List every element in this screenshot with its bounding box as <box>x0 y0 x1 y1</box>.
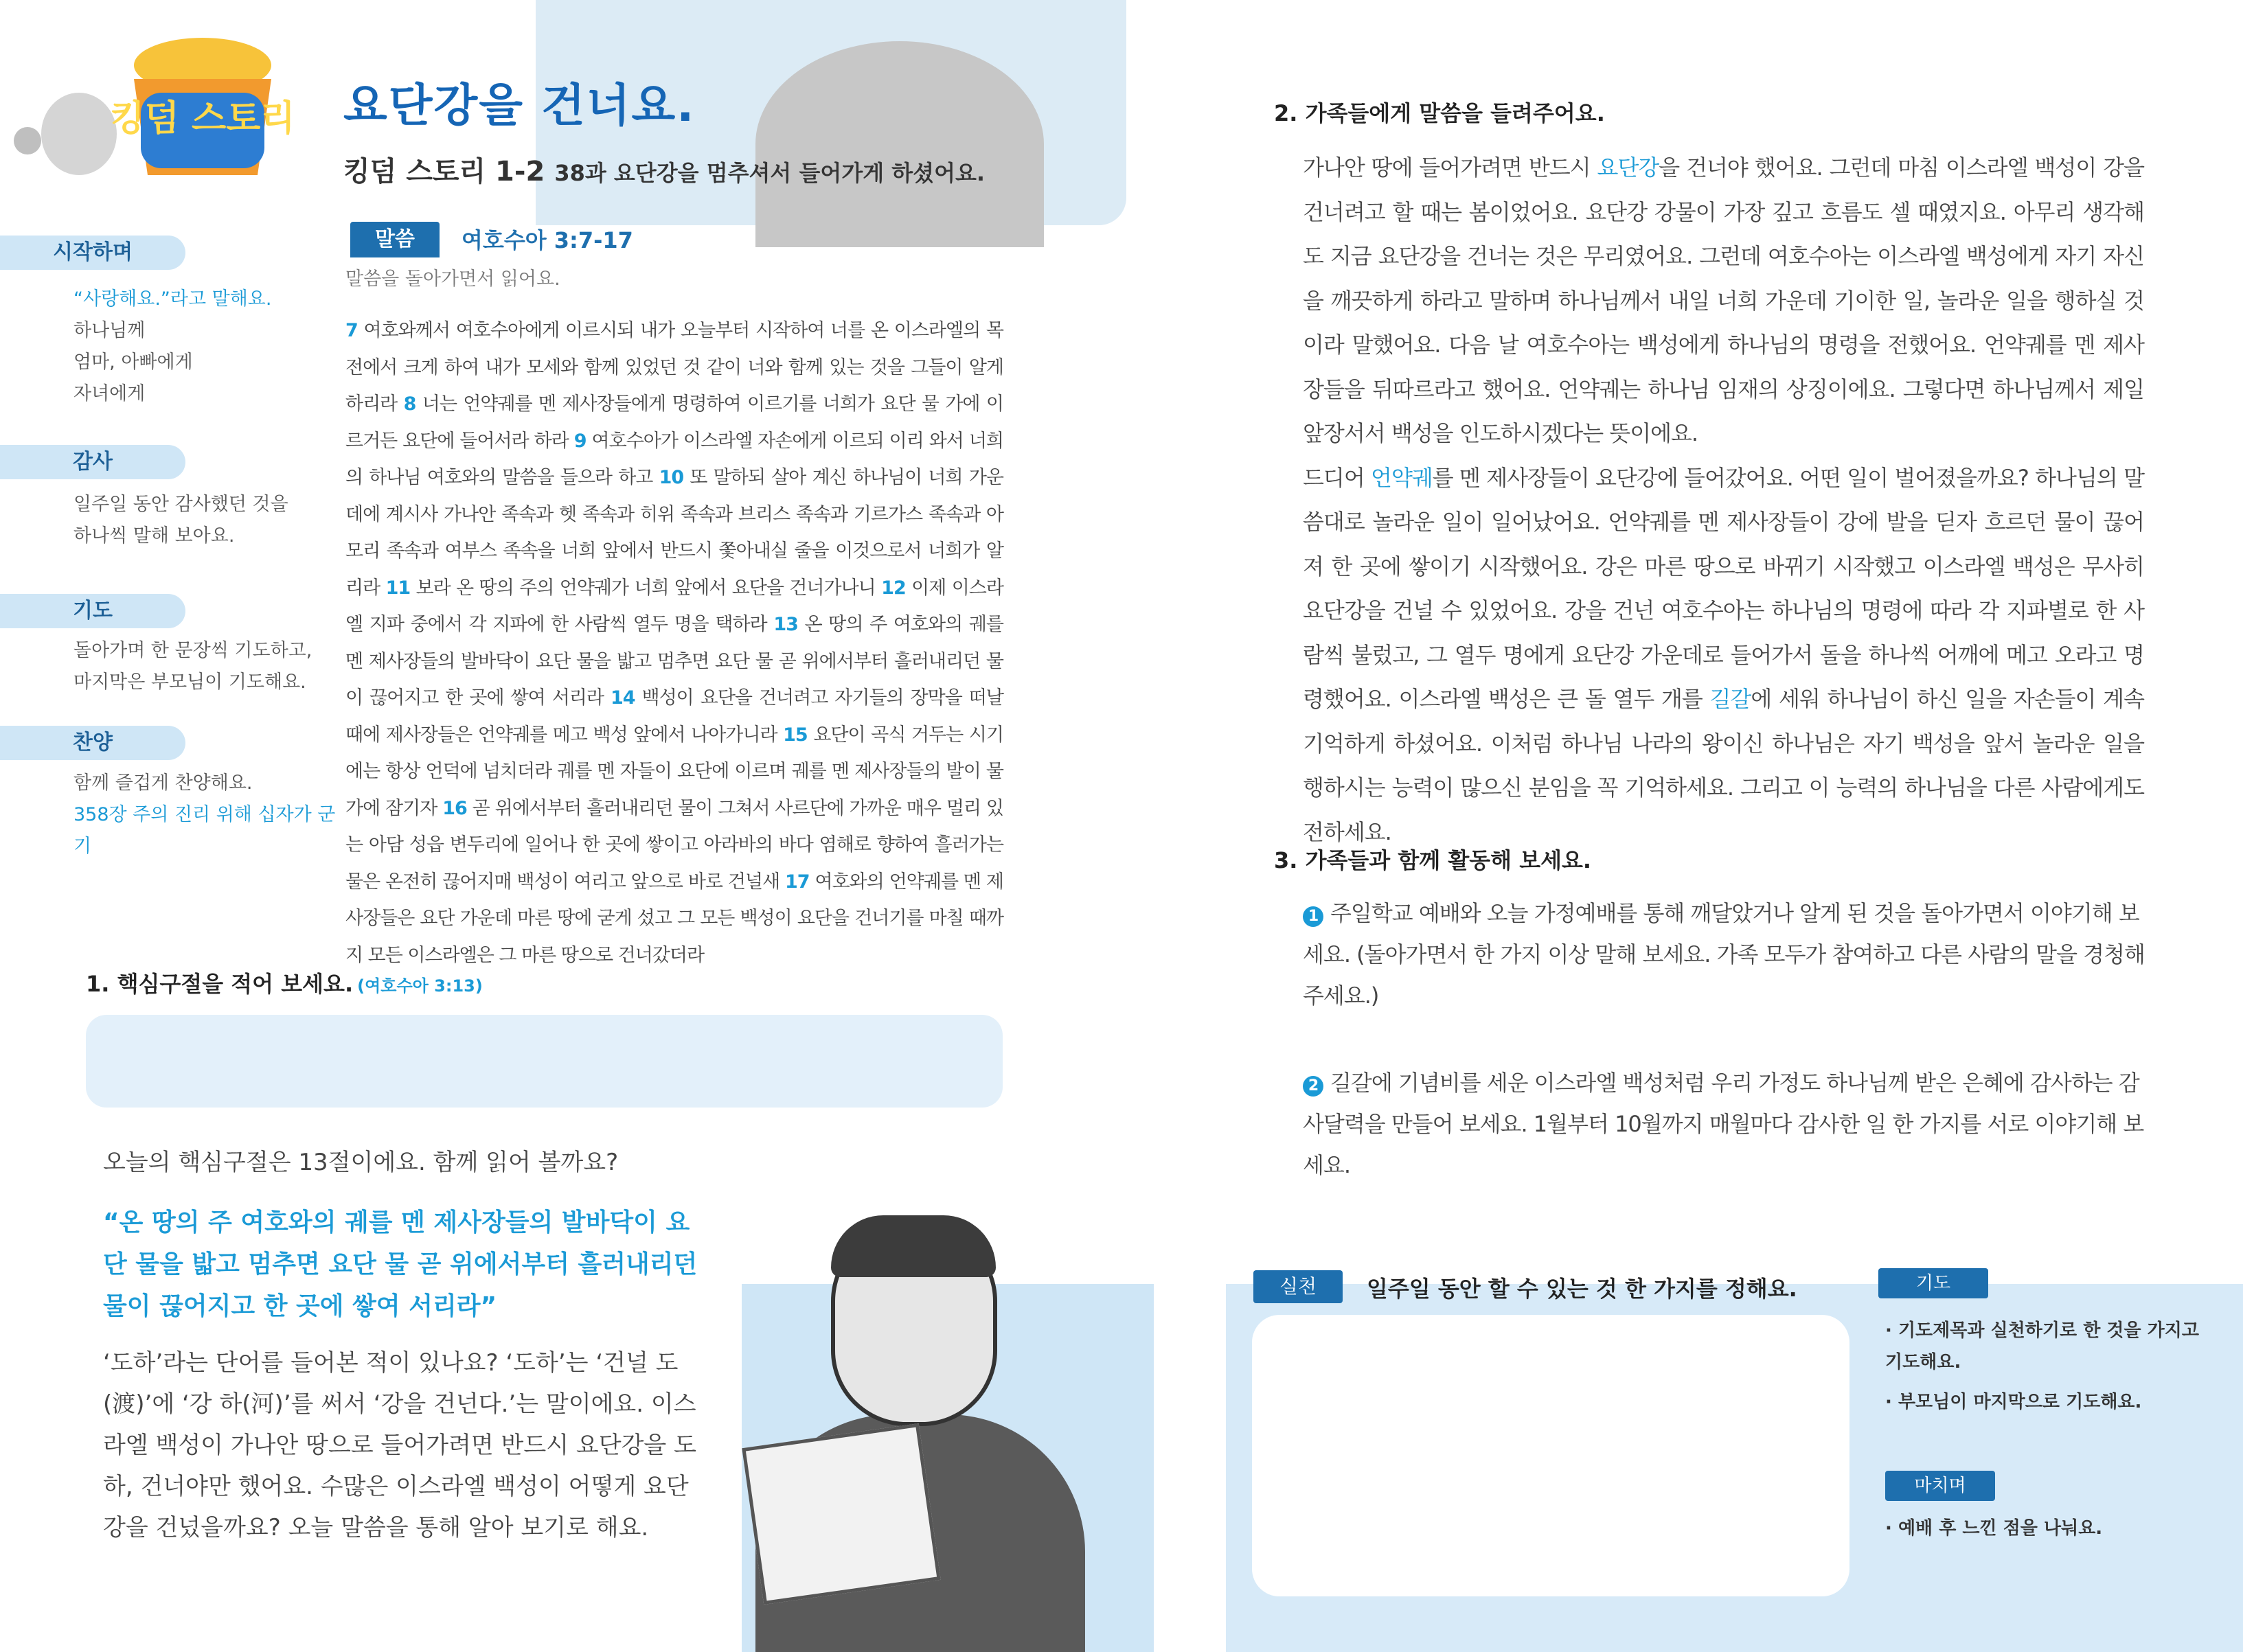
scripture-text <box>345 312 1003 974</box>
sidebar-tab-start: 시작하며 <box>0 236 185 270</box>
verse-text: 온 땅의 주 여호와의 궤를 멘 제사장들의 발바닥이 요단 물을 밟고 멈추면 요단 물 곧 위에서부터 흘러내리던 물이 끊어지고 한 곳에 쌓여 서리라 <box>345 614 1004 709</box>
story-text: 에 세워 하나님이 하신 일을 자손들이 계속 기억하게 하셨어요. 이처럼 하나님 나라의 왕이신 하나님은 자기 백성을 앞서 놀라운 일을 행하시는 능력이 많으신 분임을 꼭 기억하세요. 그리고 이 능력의 하나님을 다른 사람에게도 전하세요. <box>1303 686 2144 845</box>
verse-text: 너는 언약궤를 멘 제사장들에게 명령하여 이르기를 너희가 요단 물 가에 이르거든 요단에 들어서라 하라 <box>345 393 1003 452</box>
lesson-title: 38과 요단강을 멈추셔서 들어가게 하셨어요. <box>554 160 986 186</box>
sidebar-thanks-text <box>73 489 348 552</box>
key-verse-quote: “온 땅의 주 여호와의 궤를 멘 제사장들의 발바닥이 요단 물을 밟고 멈추면 요단 물 곧 위에서부터 흘러내리던 물이 끊어지고 한 곳에 쌓여 서리라” <box>103 1208 698 1320</box>
verse-text: 여호와께서 여호수아에게 이르시되 내가 오늘부터 시작하여 너를 온 이스라엘의 목전에서 크게 하여 내가 모세와 함께 있었던 것 같이 너와 함께 있는 것을 그들이 알게 하리라 <box>345 320 1003 415</box>
prayer-badge: 기도 <box>1878 1268 1988 1298</box>
verse-text: 곧 위에서부터 흘러내리던 물이 그쳐서 사르단에 가까운 매우 멀리 있는 아담 성읍 변두리에 일어나 한 곳에 쌓이고 아라바의 바다 염해로 향하여 흘러가는 물은 온전히 끊어지매 백성이 여리고 앞으로 바로 건널새 <box>345 797 1003 893</box>
story-text: 가나안 땅에 들어가려면 반드시 <box>1303 154 1597 181</box>
closing-item-text: 예배 후 느낀 점을 나눠요. <box>1898 1518 2103 1539</box>
sidebar-line: 자녀에게 <box>73 383 146 404</box>
verse-number: 8 <box>403 393 416 415</box>
sidebar-start-text <box>73 284 348 410</box>
prayer-list <box>1885 1315 2208 1418</box>
verse-number: 15 <box>783 724 808 746</box>
verse-number: 11 <box>385 577 411 599</box>
verse-text: 여호와의 언약궤를 멘 제사장들은 요단 가운데 마른 땅에 굳게 섰고 그 모든 백성이 요단을 건너기를 마칠 때까지 모든 이스라엘은 그 마른 땅으로 건너갔더라 <box>345 871 1003 966</box>
scripture-reference: 여호수아 3:7-17 <box>462 227 633 253</box>
key-verse-explanation: ‘도하’라는 단어를 들어본 적이 있나요? ‘도하’는 ‘건널 도(渡)’에 ‘강 하(河)’를 써서 ‘강을 건넌다.’는 말이에요. 이스라엘 백성이 가나안 땅으로 들어가려면 반드시 요단강을 도하, 건너야만 했어요. 수많은 이스라엘 백성이 어떻게 요단강을 건넜을까요? 오늘 말씀을 통해 알아 보기로 해요. <box>103 1349 696 1541</box>
number-badge: 2 <box>1303 1076 1323 1097</box>
sidebar-line: 하나님께 <box>73 320 146 341</box>
book-illustration <box>742 1423 940 1605</box>
prayer-item-text: 부모님이 마지막으로 기도해요. <box>1898 1392 2142 1412</box>
practice-write-box[interactable] <box>1252 1315 1849 1596</box>
verse-text: 여호수아가 이스라엘 자손에게 이르되 이리 와서 너희의 하나님 여호와의 말씀을 들으라 하고 <box>345 430 1003 488</box>
prayer-item: · 기도제목과 실천하기로 한 것을 가지고 기도해요. <box>1885 1320 2200 1373</box>
number-badge: 1 <box>1303 906 1323 927</box>
man-hair <box>831 1215 996 1277</box>
sidebar-hymn: 358장 주의 진리 위해 십자가 군기 <box>73 804 336 857</box>
sidebar-line: 돌아가며 한 문장씩 기도하고, <box>73 640 312 661</box>
highlight-ark: 언약궤 <box>1371 464 1433 491</box>
verse-text: 또 말하되 살아 계신 하나님이 너희 가운데에 계시사 가나안 족속과 헷 족속과 히위 족속과 브리스 족속과 기르가스 족속과 아모리 족속과 여부스 족속을 너희 앞에서 반드시 쫓아내실 줄을 이것으로서 너희가 알리라 <box>345 467 1003 599</box>
story-paragraph <box>1303 146 2144 456</box>
deco-circle <box>14 127 41 154</box>
practice-instruction: 일주일 동안 할 수 있는 것 한 가지를 정해요. <box>1367 1276 1797 1302</box>
section1-heading <box>86 967 483 998</box>
highlight-gilgal: 길갈 <box>1709 686 1751 712</box>
deco-balloon <box>41 93 117 175</box>
sidebar-line: 마지막은 부모님이 기도해요. <box>73 672 306 693</box>
story-text: 를 멘 제사장들이 요단강에 들어갔어요. 어떤 일이 벌어졌을까요? 하나님의 말씀대로 놀라운 일이 일어났어요. 언약궤를 멘 제사장들이 강에 발을 딛자 흐르던 물이 끊어져 한 곳에 쌓이기 시작했어요. 강은 마른 땅으로 바뀌기 시작했고 이스라엘 백성은 무사히 요단강을 건널 수 있었어요. 강을 건넌 여호수아는 하나님의 명령에 따라 각 지파별로 한 사람씩 불렀고, 그 열두 명에게 요단강 가운데로 들어가서 돌을 하나씩 어깨에 메고 오라고 명령했어요. 이스라엘 백성은 큰 돌 열두 개를 <box>1303 464 2144 712</box>
kingdom-story-logo <box>110 38 295 185</box>
family-illustration <box>755 41 1044 247</box>
section3-heading: 3. 가족들과 함께 활동해 보세요. <box>1274 847 1592 873</box>
activity-text: 길갈에 기념비를 세운 이스라엘 백성처럼 우리 가정도 하나님께 받은 은혜에 감사하는 감사달력을 만들어 보세요. 1월부터 10월까지 매월마다 감사한 일 한 가지를 서로 이야기해 보세요. <box>1303 1070 2144 1178</box>
activity-item <box>1303 1062 2148 1186</box>
verse-number: 12 <box>881 577 906 599</box>
sidebar-line: “사랑해요.”라고 말해요. <box>73 288 272 310</box>
lesson-subtitle <box>343 150 985 189</box>
sidebar-line: 하나씩 말해 보아요. <box>73 525 235 547</box>
sidebar-prayer-text <box>73 635 348 698</box>
verse-number: 13 <box>773 614 798 635</box>
sidebar-tab-praise: 찬양 <box>0 726 185 760</box>
prayer-item-text: 기도제목과 실천하기로 한 것을 가지고 기도해요. <box>1885 1320 2200 1373</box>
verse-number: 9 <box>573 430 587 452</box>
section2-heading: 2. 가족들에게 말씀을 들려주어요. <box>1274 100 1605 126</box>
series-name: 킹덤 스토리 1-2 <box>343 156 545 187</box>
sidebar-tab-thanks: 감사 <box>0 445 185 479</box>
scripture-instruction: 말씀을 돌아가면서 읽어요. <box>345 268 560 290</box>
verse-text: 요단이 곡식 거두는 시기에는 항상 언덕에 넘치더라 궤를 멘 자들이 요단에 이르며 궤를 멘 제사장들의 발이 물 가에 잠기자 <box>345 724 1003 819</box>
section2-story <box>1303 146 2144 854</box>
verse-number: 14 <box>610 687 635 709</box>
section1-ref: (여호수아 3:13) <box>357 976 483 996</box>
activity-item <box>1303 893 2148 1016</box>
verse-number: 10 <box>659 467 684 488</box>
sidebar-tab-prayer: 기도 <box>0 594 185 628</box>
closing-list <box>1885 1513 2208 1544</box>
verse-text: 백성이 요단을 건너려고 자기들의 장막을 떠날 때에 제사장들은 언약궤를 메고 백성 앞에서 나아가니라 <box>345 687 1003 746</box>
section1-title: 1. 핵심구절을 적어 보세요. <box>86 971 354 997</box>
prayer-item: · 부모님이 마지막으로 기도해요. <box>1885 1392 2142 1412</box>
story-paragraph <box>1303 456 2144 855</box>
activity-text: 주일학교 예배와 오늘 가정예배를 통해 깨달았거나 알게 된 것을 돌아가면서 이야기해 보세요. (돌아가면서 한 가지 이상 말해 보세요. 가족 모두가 참여하고 다른 사람의 말을 경청해 주세요.) <box>1303 900 2145 1009</box>
story-text: 을 건너야 했어요. 그런데 마침 이스라엘 백성이 강을 건너려고 할 때는 봄이었어요. 요단강 강물이 가장 깊고 흐름도 셀 때였지요. 아무리 생각해도 지금 요단강을 건너는 것은 무리였어요. 그런데 여호수아는 이스라엘 백성에게 자기 자신을 깨끗하게 하라고 말하며 하나님께서 내일 너희 가운데 기이한 일, 놀라운 일을 행하실 것이라 말했어요. 다음 날 여호수아는 백성에게 하나님의 명령을 전했어요. 언약궤를 멘 제사장들을 뒤따르라고 했어요. 언약궤는 하나님 임재의 상징이에요. 그렇다면 하나님께서 제일 앞장서서 백성을 인도하시겠다는 뜻이에요. <box>1303 154 2145 446</box>
key-verse-intro: 오늘의 핵심구절은 13절이에요. 함께 읽어 볼까요? <box>103 1149 619 1176</box>
closing-item: · 예배 후 느낀 점을 나눠요. <box>1885 1518 2103 1539</box>
sidebar-praise-text <box>73 768 348 862</box>
sidebar-line: 함께 즐겁게 찬양해요. <box>73 772 253 794</box>
verse-number: 17 <box>785 871 810 893</box>
story-text: 드디어 <box>1303 464 1371 491</box>
logo-text-top: 킹덤 스토리 <box>110 98 295 139</box>
verse-number: 16 <box>442 797 467 819</box>
closing-badge: 마치며 <box>1885 1471 1995 1501</box>
verse-text: 이제 이스라엘 지파 중에서 각 지파에 한 사람씩 열두 명을 택하라 <box>345 577 1003 635</box>
key-verse-write-box[interactable] <box>86 1015 1003 1108</box>
verse-text: 보라 온 땅의 주의 언약궤가 너희 앞에서 요단을 건너가나니 <box>415 577 876 599</box>
page-title: 요단강을 건너요. <box>343 79 696 132</box>
verse-number: 7 <box>345 320 358 341</box>
sidebar-line: 일주일 동안 감사했던 것을 <box>73 494 288 515</box>
practice-badge: 실천 <box>1253 1270 1343 1303</box>
sidebar-line: 엄마, 아빠에게 <box>73 352 193 373</box>
word-badge: 말씀 <box>350 222 440 257</box>
highlight-jordan: 요단강 <box>1597 154 1659 181</box>
